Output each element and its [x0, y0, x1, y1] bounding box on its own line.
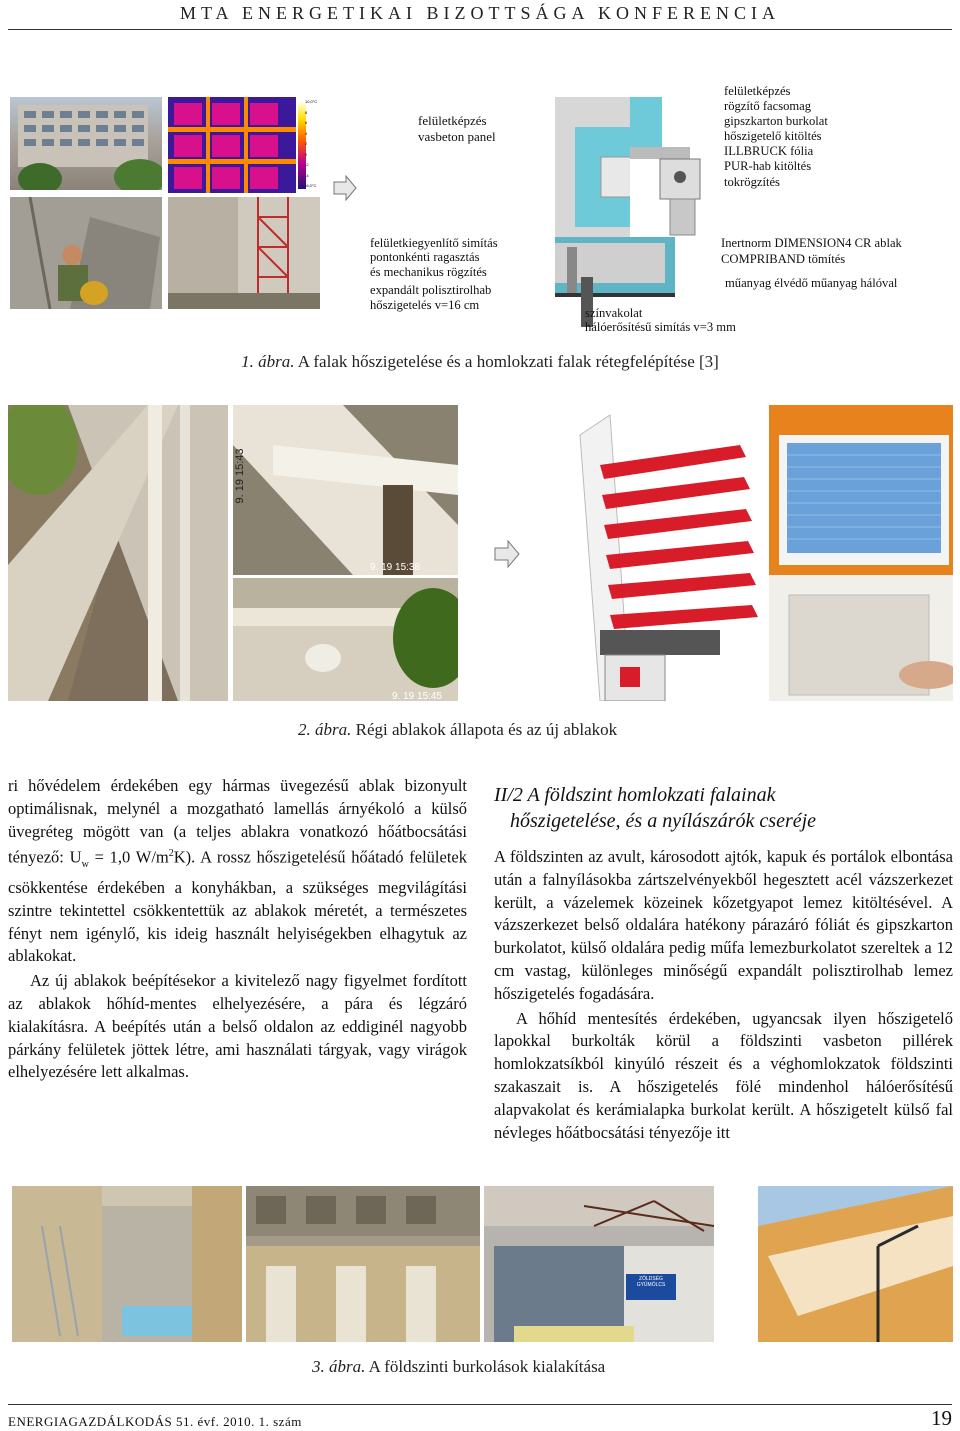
- label-r4: hőszigetelő kitöltés: [724, 129, 822, 144]
- fig1-caption-num: 1. ábra.: [241, 352, 295, 371]
- label-vasbeton: vasbeton panel: [418, 129, 496, 144]
- page-number: 19: [931, 1406, 952, 1430]
- footer-year: 2010.: [223, 1414, 255, 1429]
- thermal-scale-label: 8: [305, 109, 308, 115]
- heading-line-2: hőszigetelése, és a nyílászárók cseréje: [510, 810, 817, 832]
- label-szinvakolat: színvakolat: [585, 306, 643, 320]
- worker-illustration: [10, 197, 162, 309]
- frame-closeup-illustration: [233, 405, 458, 575]
- label-5: hőszigetelés v=16 cm: [370, 297, 480, 312]
- fig1-building-photo: [10, 97, 162, 190]
- right-paragraph-2: A hőhíd mentesítés érdekében, ugyancsak ilyen hőszigetelő lapokkal burkolták körül a földszinti vasbeton pillérek homlokzatsíkból kinyúló részeit és a véghomlokzatok földszinti szakaszait is. A hőszigetelés fölé mindenhol hálóerősítésű alapvakolat és kerámialapka burkolat került. A hőszigetelt külső fal névleges hőátbocsátási tényezője itt: [494, 1008, 953, 1142]
- fig3-caption-text: A földszinti burkolások kialakítása: [365, 1357, 606, 1376]
- label-r3: gipszkarton burkolat: [724, 114, 828, 129]
- header-rule: [8, 29, 952, 30]
- fig3-interior-photo: [12, 1186, 242, 1342]
- thermal-scale-label: -2: [305, 162, 309, 167]
- sill-illustration: [233, 578, 458, 701]
- fig2-frame-closeup-photo: [233, 405, 458, 575]
- body-column-left: [8, 775, 467, 1084]
- fig3-shop-photo: [484, 1186, 714, 1342]
- left-p1-sub: w: [81, 859, 89, 871]
- new-window-photo-illustration: [769, 405, 953, 701]
- building-illustration: [10, 97, 162, 190]
- scaffold-illustration: [168, 197, 320, 309]
- thermal-scale-label: 2: [305, 141, 308, 146]
- footer-journal: ENERGIAGAZDÁLKODÁS: [8, 1414, 173, 1429]
- fig1-labels-right-lower: [721, 236, 902, 267]
- label-2: pontonkénti ragasztás: [370, 250, 480, 265]
- footer-volume: 51. évf.: [176, 1414, 220, 1429]
- fig3-shop-sign: ZÖLDSÉG GYÜMÖLCS: [636, 1276, 666, 1288]
- left-paragraph-1: [8, 775, 467, 968]
- left-p1-text-b: = 1,0 W/m: [88, 847, 169, 867]
- fig2-timestamp-2: 9. 19 15:38: [370, 562, 421, 573]
- label-r5: ILLBRUCK fólia: [724, 144, 814, 159]
- fig1-caption-text: A falak hőszigetelése és a homlokzati falak rétegfelépítése [3]: [294, 352, 719, 371]
- fig2-timestamp-3: 9. 19 15:45: [392, 691, 443, 702]
- fig1-labels-left: [418, 113, 496, 145]
- section-heading: [494, 782, 816, 834]
- label-4: expandált polisztirolhab: [370, 283, 492, 298]
- thermal-scale-label: 0: [305, 151, 308, 157]
- fig2-caption-num: 2. ábra.: [298, 720, 352, 739]
- fig3-caption: [312, 1357, 605, 1377]
- shop-illustration: [484, 1186, 714, 1342]
- fig2-new-window-photo: [769, 405, 953, 701]
- fig1-worker-photo: [10, 197, 162, 309]
- label-1: felületkiegyenlítő simítás: [370, 236, 498, 250]
- fig2-arrow-icon: [493, 540, 521, 568]
- fig2-caption-text: Régi ablakok állapota és az új ablakok: [351, 720, 618, 739]
- label-r2: rögzítő facsomag: [724, 99, 812, 114]
- fig1-label-corner: műanyag élvédő műanyag hálóval: [725, 276, 898, 290]
- fig1-arrow-icon: [332, 175, 358, 201]
- fig1-labels-bottom-left: [370, 236, 498, 312]
- fig1-caption: [0, 352, 960, 372]
- fig3-eaves-photo: [758, 1186, 953, 1342]
- fig1-thermal-image: [168, 97, 320, 193]
- thermal-scale-label: 6: [305, 120, 308, 125]
- fig1-scaffold-photo: [168, 197, 320, 309]
- label-haloerosites: hálóerősítésű simítás v=3 mm: [585, 320, 736, 335]
- thermal-scale-label: 10,0°C: [305, 99, 318, 104]
- new-window-render-illustration: [540, 405, 765, 701]
- thermal-scale-label: -6,0°C: [305, 183, 317, 188]
- left-p1-text-c: K). A rossz hőszigetelésű hőátadó felületek csökkentése érdekében a konyhákban, a szükséges megvilágítási szintre tekintettel csökkentettük az ablakok méretét, a természetes fényt nem igénylő, kis ideig használt helyiségekben elhagytuk az ablakokat.: [8, 847, 467, 966]
- eaves-illustration: [758, 1186, 953, 1342]
- left-paragraph-2: Az új ablakok beépítésekor a kivitelező nagy figyelmet fordított az ablakok hőhíd-mentes elhelyezésére, a pára és légzáró kialakításra. A beépítés után a belső oldalon az eddiginél nagyobb párkány felületek jöttek létre, ami használati tárgyak, vagy virágok elhelyezésére lett alkalmas.: [8, 971, 467, 1082]
- footer-issue: 1. szám: [258, 1414, 302, 1429]
- left-p1-text-a: ri hővédelem érdekében egy hármas üvegezésű ablak bizonyult optimálisnak, melynél a mozgatható lamellás árnyékoló a külső üvegréteg mögött van (a teljes ablakra vonatkozó hőátbocsátási tényező: U: [8, 776, 467, 867]
- label-r1: felületképzés: [724, 84, 791, 98]
- fig1-window-detail-drawing: [630, 97, 715, 237]
- fig2-timestamp-1: 9. 19 15:43: [234, 448, 246, 504]
- left-p1-sup: 2: [168, 848, 174, 860]
- label-r7: tokrögzítés: [724, 174, 780, 189]
- footer-rule: [8, 1404, 952, 1405]
- label-compriband: COMPRIBAND tömítés: [721, 251, 846, 266]
- label-window: Inertnorm DIMENSION4 CR ablak: [721, 236, 902, 250]
- fig2-old-window-photo: [8, 405, 228, 701]
- fig2-sill-photo: [233, 578, 458, 701]
- thermal-scale-label: 4: [305, 130, 308, 136]
- interior-illustration: [12, 1186, 242, 1342]
- thermal-scale-labels: [305, 97, 323, 193]
- label-3: és mechanikus rögzítés: [370, 264, 487, 279]
- running-header: MTA ENERGETIKAI BIZOTTSÁGA KONFERENCIA: [179, 3, 781, 23]
- fig2-caption: [298, 720, 617, 740]
- facade-illustration: [246, 1186, 480, 1342]
- fig1-labels-bottom: [585, 306, 736, 335]
- fig2-new-window-render: [540, 405, 765, 701]
- fig1-labels-right: [724, 84, 828, 190]
- thermal-illustration: [168, 97, 320, 193]
- label-r6: PUR-hab kitöltés: [724, 159, 812, 174]
- thermal-scale-label: -4: [305, 172, 309, 178]
- heading-line-1: II/2 A földszint homlokzati falainak: [494, 784, 776, 806]
- fig3-caption-num: 3. ábra.: [312, 1357, 366, 1376]
- right-paragraph-1: A földszinten az avult, károsodott ajtók, kapuk és portálok elbontása után a falnyílásokba zártszelvényekből hegesztett acél vázszerkezet került, a vázelemek közeinek kőzetgyapot lemez kitöltésével. A vázszerkezet belső oldalára hatékony párazáró fóliát és gipszkarton burkolatot, külső oldalára pedig műfa lemezburkolatot szereltek a 12 cm vastag, különleges minőségű expandált polisztirolhab lemez hőszigetelés fogadására.: [494, 847, 953, 1003]
- footer-citation: [8, 1414, 302, 1430]
- label-felulet: felületképzés: [418, 113, 487, 128]
- body-column-right: [494, 846, 953, 1144]
- fig3-facade-photo: [246, 1186, 480, 1342]
- old-window-illustration: [8, 405, 228, 701]
